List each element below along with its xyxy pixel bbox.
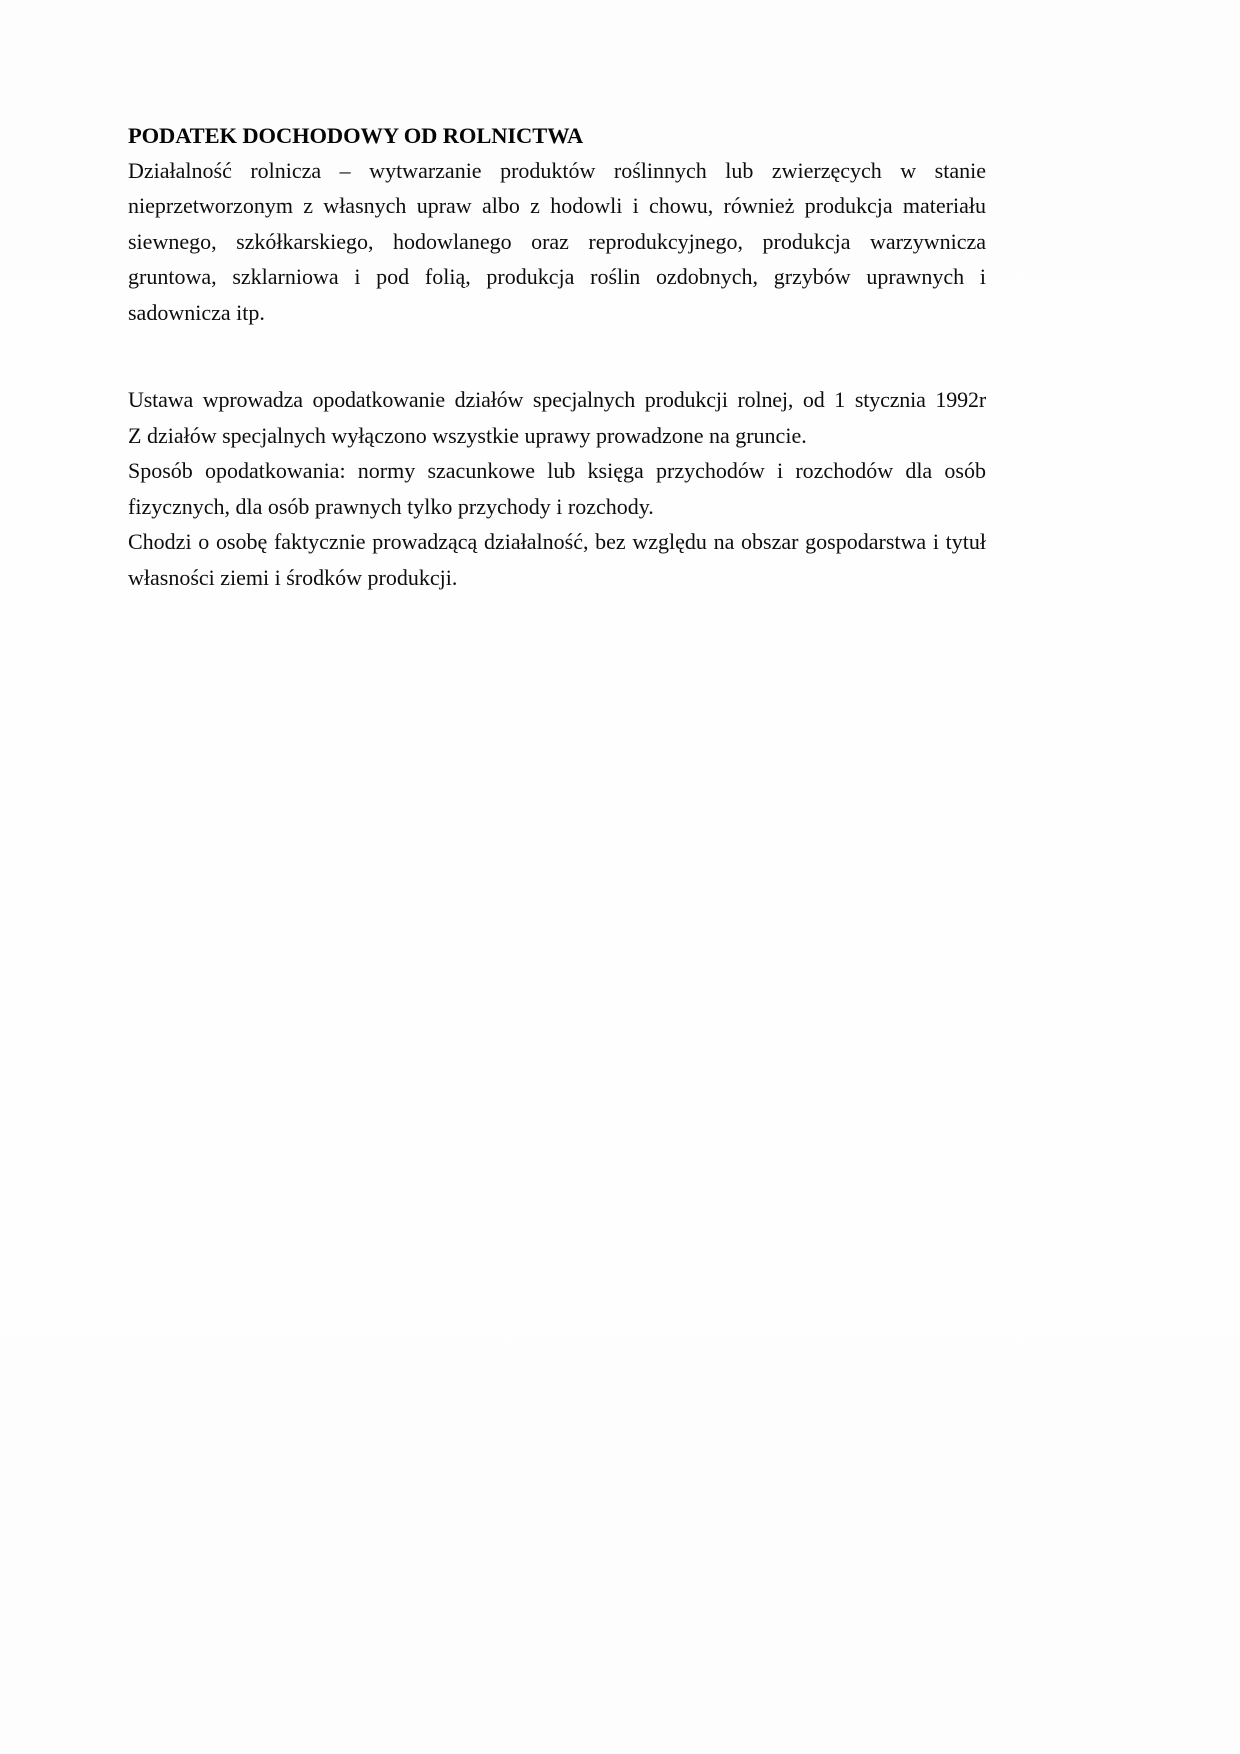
paragraph-chodzi-o-osobe: Chodzi o osobę faktycznie prowadzącą działalność, bez względu na obszar gospodarstwa i tytuł własności ziemi i środków produkcji. (128, 529, 986, 590)
paragraph-definition: Działalność rolnicza – wytwarzanie produktów roślinnych lub zwierzęcych w stanie nieprzetworzonym z własnych upraw albo z hodowli i chowu, również produkcja materiału siewnego, szkółkarskiego, hodowlanego oraz reprodukcyjnego, produkcja warzywnicza gruntowa, szklarniowa i pod folią, produkcja roślin ozdobnych, grzybów uprawnych i sadownicza itp. (128, 157, 986, 325)
page-title: PODATEK DOCHODOWY OD ROLNICTWA (128, 123, 584, 148)
paragraph-sposob-opodatkowania: Sposób opodatkowania: normy szacunkowe lub księga przychodów i rozchodów dla osób fizycznych, dla osób prawnych tylko przychody i rozchody. (128, 458, 986, 519)
paragraph-ustawa: Ustawa wprowadza opodatkowanie działów specjalnych produkcji rolnej, od 1 stycznia 1992r (128, 387, 986, 413)
paragraph-spacer (128, 330, 986, 382)
paragraph-dzialy-specjalne: Z działów specjalnych wyłączono wszystkie uprawy prowadzone na gruncie. (128, 422, 807, 448)
document-body (128, 120, 986, 595)
